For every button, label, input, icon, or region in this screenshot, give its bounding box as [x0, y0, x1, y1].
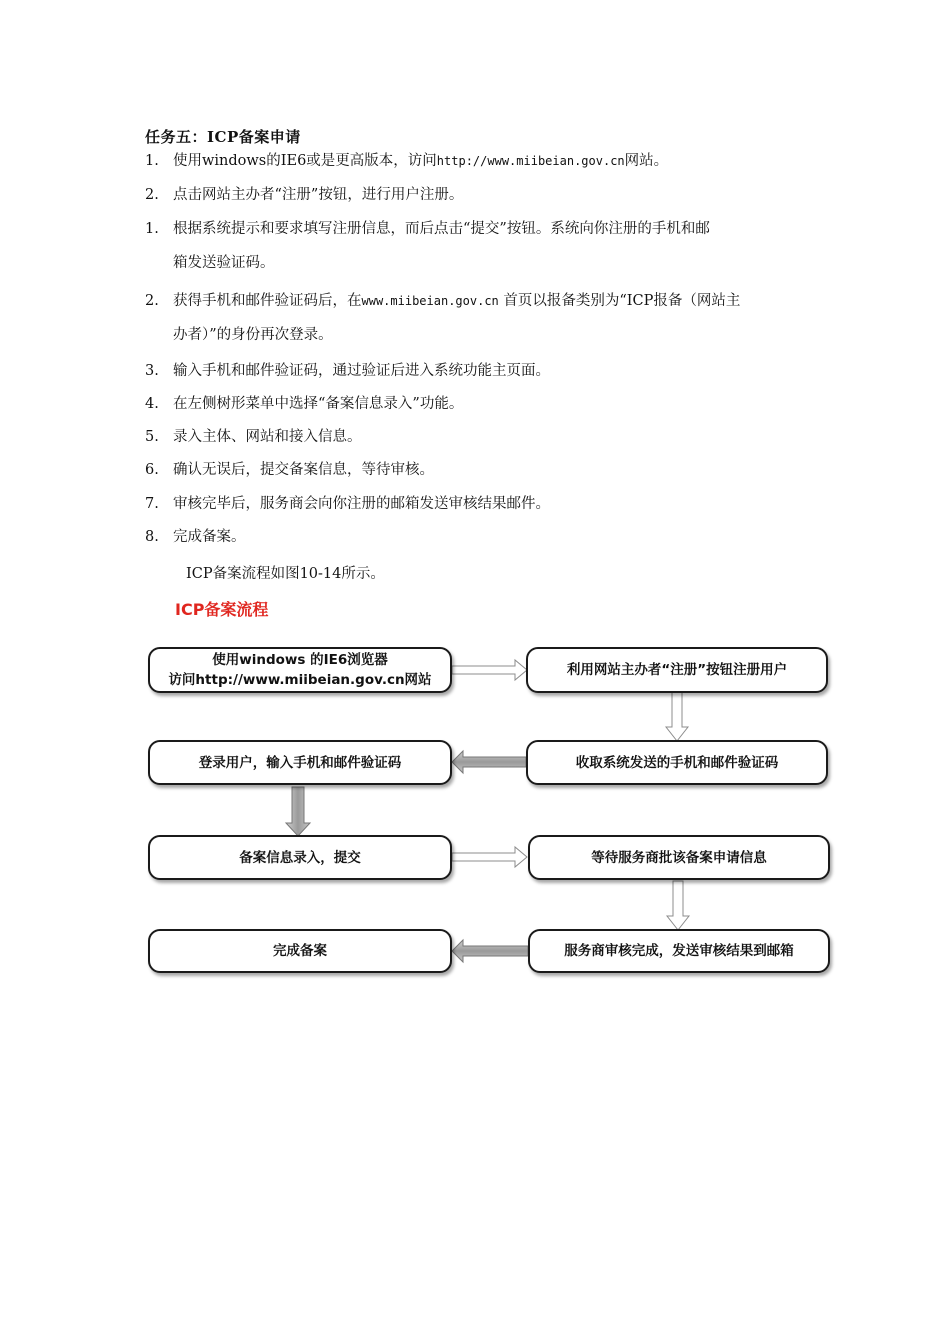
flow-box-visit-site — [148, 647, 452, 693]
step-text: 录入主体、网站和接入信息。 — [173, 429, 362, 445]
flow-box-review-done: 服务商审核完成，发送审核结果到邮箱 — [528, 929, 830, 973]
arrow-left-filled — [452, 940, 528, 962]
step-number: 1. — [145, 221, 159, 237]
step-number: 2. — [145, 187, 159, 203]
task-heading: 任务五：ICP备案申请 — [145, 128, 301, 146]
flow-box-complete: 完成备案 — [148, 929, 452, 973]
step-text: 获得手机和邮件验证码后，在 — [173, 293, 362, 309]
step-number: 1. — [145, 153, 159, 169]
flow-box-register: 利用网站主办者“注册”按钮注册用户 — [526, 647, 828, 693]
arrow-right-hollow — [452, 847, 527, 867]
step-text-continued: 箱发送验证码。 — [173, 255, 275, 271]
flow-box-wait-approval: 等待服务商批该备案申请信息 — [528, 835, 830, 880]
step-text: 点击网站主办者“注册”按钮，进行用户注册。 — [173, 187, 464, 203]
step-number: 2. — [145, 293, 159, 309]
step-text: 确认无误后，提交备案信息，等待审核。 — [173, 462, 434, 478]
step-text: 根据系统提示和要求填写注册信息，而后点击“提交”按钮。系统向你注册的手机和邮 — [173, 221, 710, 237]
step-text-end: 首页以报备类别为“ICP报备（网站主 — [498, 293, 741, 309]
step-number: 4. — [145, 396, 159, 412]
step-text: 在左侧树形菜单中选择“备案信息录入”功能。 — [173, 396, 464, 412]
flowchart-title: ICP备案流程 — [175, 600, 269, 619]
step-number: 5. — [145, 429, 159, 445]
step-url: http://www.miibeian.gov.cn — [436, 154, 625, 168]
arrow-down-hollow — [667, 881, 689, 930]
step-text: 审核完毕后，服务商会向你注册的邮箱发送审核结果邮件。 — [173, 496, 550, 512]
step-url: www.miibeian.gov.cn — [361, 294, 499, 308]
step-number: 6. — [145, 462, 159, 478]
arrow-down-hollow — [666, 692, 688, 741]
flow-box-line: 使用windows 的IE6浏览器 — [212, 652, 388, 668]
arrow-down-filled — [286, 787, 310, 836]
arrow-right-hollow — [452, 660, 527, 680]
step-text: 完成备案。 — [173, 529, 246, 545]
step-text-end: 网站。 — [624, 153, 669, 169]
step-text: 使用windows的IE6或是更高版本，访问 — [173, 153, 437, 169]
step-number: 3. — [145, 363, 159, 379]
figure-caption: ICP备案流程如图10-14所示。 — [186, 566, 385, 582]
step-text-continued: 办者）”的身份再次登录。 — [173, 327, 333, 343]
flow-box-receive-code: 收取系统发送的手机和邮件验证码 — [526, 740, 828, 785]
step-text: 输入手机和邮件验证码，通过验证后进入系统功能主页面。 — [173, 363, 550, 379]
flow-box-input-info: 备案信息录入，提交 — [148, 835, 452, 880]
flow-box-line: 访问http://www.miibeian.gov.cn网站 — [168, 672, 432, 688]
step-number: 7. — [145, 496, 159, 512]
flow-box-login: 登录用户，输入手机和邮件验证码 — [148, 740, 452, 785]
arrow-left-filled — [452, 751, 526, 773]
step-number: 8. — [145, 529, 159, 545]
